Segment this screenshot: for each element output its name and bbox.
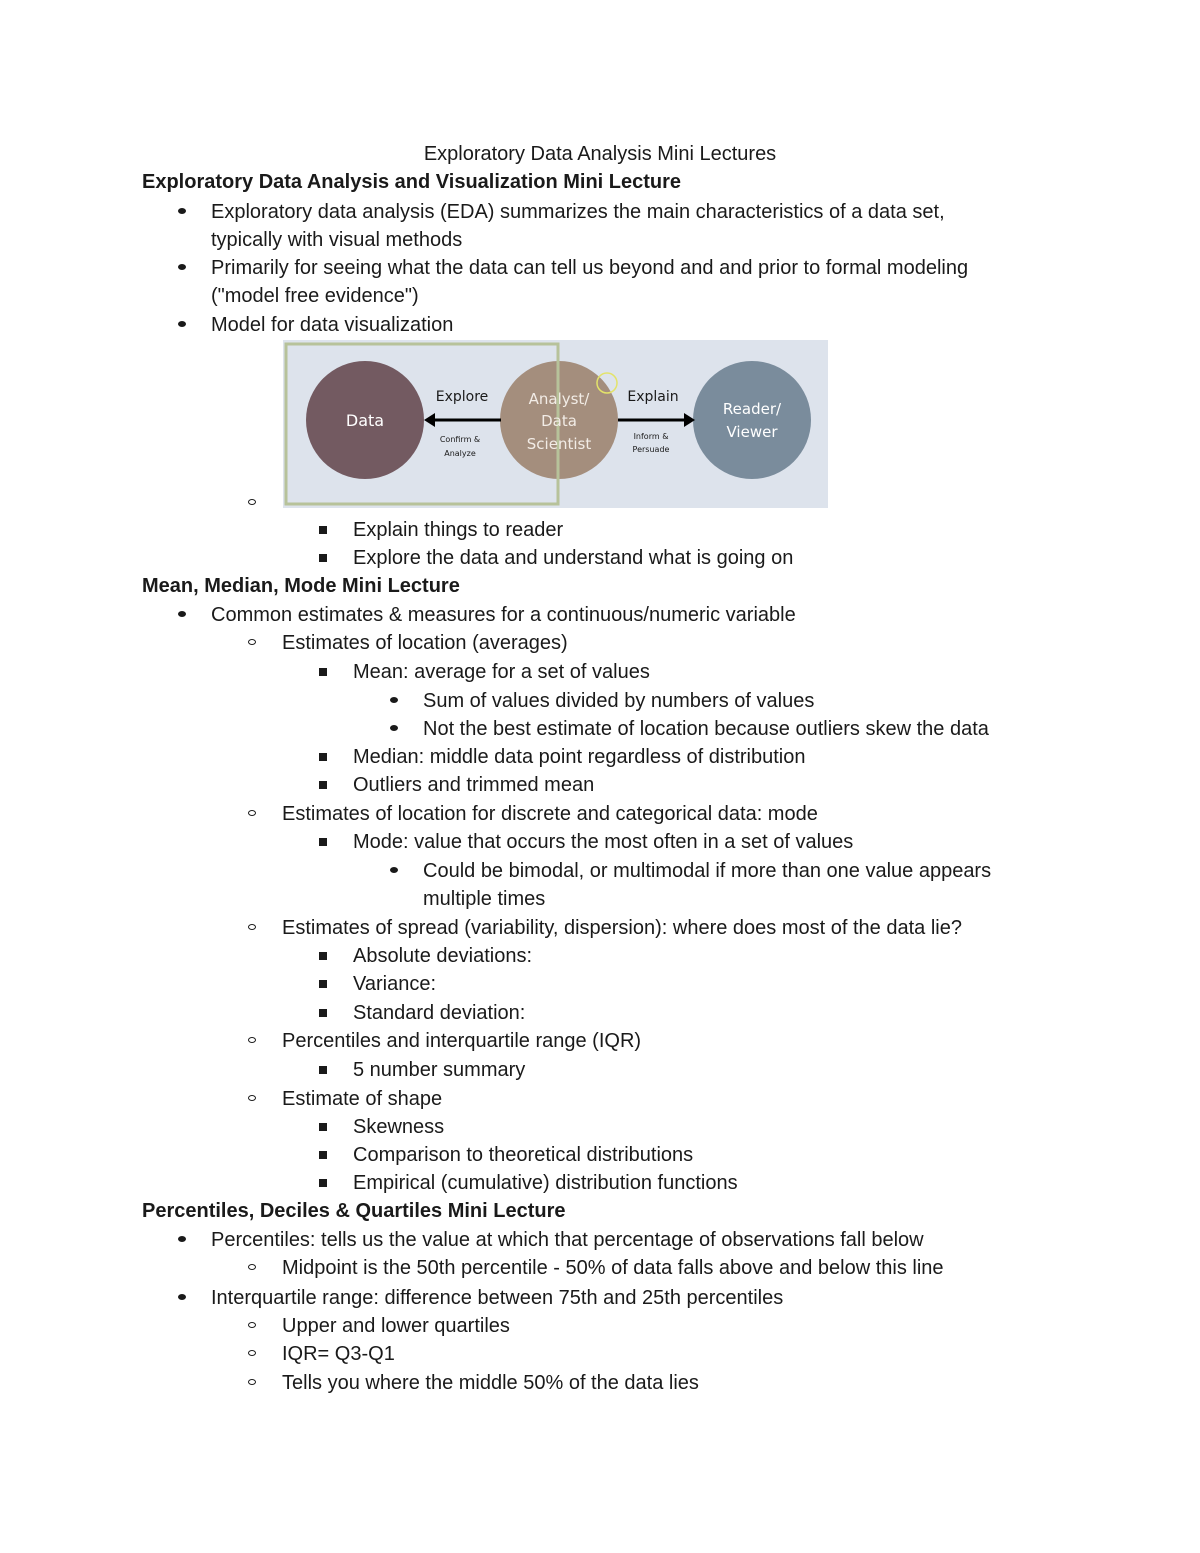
list-item: Sum of values divided by numbers of values — [423, 690, 815, 712]
analyst-label-3: Scientist — [526, 435, 592, 453]
disc-bullet — [390, 725, 398, 731]
square-bullet — [319, 1009, 327, 1017]
section-heading-eda: Exploratory Data Analysis and Visualization Mini Lecture — [142, 171, 682, 193]
disc-bullet — [178, 1294, 186, 1300]
square-bullet — [319, 838, 327, 846]
disc-bullet — [390, 697, 398, 703]
square-bullet — [319, 1151, 327, 1159]
circle-bullet — [248, 924, 256, 930]
square-bullet — [319, 526, 327, 534]
disc-bullet — [390, 867, 398, 873]
list-item: Outliers and trimmed mean — [353, 774, 595, 796]
list-item: Percentiles and interquartile range (IQR) — [282, 1030, 642, 1052]
list-item: Model for data visualization — [211, 314, 454, 336]
list-item: Comparison to theoretical distributions — [353, 1144, 694, 1166]
disc-bullet — [178, 1236, 186, 1242]
square-bullet — [319, 753, 327, 761]
list-item: Skewness — [353, 1116, 445, 1138]
square-bullet — [319, 952, 327, 960]
square-bullet — [319, 1179, 327, 1187]
list-item: Absolute deviations: — [353, 945, 533, 967]
list-item: Upper and lower quartiles — [282, 1315, 510, 1337]
document-title: Exploratory Data Analysis Mini Lectures — [423, 143, 777, 165]
list-item-continued: typically with visual methods — [211, 229, 463, 251]
circle-bullet — [248, 1037, 256, 1043]
list-item: Primarily for seeing what the data can tell us beyond and and prior to formal modeling — [211, 257, 969, 279]
square-bullet — [319, 1123, 327, 1131]
circle-bullet — [248, 1095, 256, 1101]
list-item: Tells you where the middle 50% of the data lies — [282, 1372, 699, 1394]
list-item: Midpoint is the 50th percentile - 50% of data falls above and below this line — [282, 1257, 944, 1279]
data-visualization-model-diagram — [283, 340, 828, 508]
list-item: Explore the data and understand what is going on — [353, 547, 794, 569]
list-item: Not the best estimate of location because outliers skew the data — [423, 718, 989, 740]
analyst-label-2: Data — [541, 412, 577, 430]
analyst-label-1: Analyst/ — [528, 390, 590, 408]
list-item: Standard deviation: — [353, 1002, 526, 1024]
list-item: Estimate of shape — [282, 1088, 443, 1110]
list-item: Estimates of location (averages) — [282, 632, 568, 654]
list-item: Could be bimodal, or multimodal if more than one value appears — [423, 860, 992, 882]
list-item: Mean: average for a set of values — [353, 661, 650, 683]
circle-bullet — [248, 1350, 256, 1356]
circle-bullet — [248, 1379, 256, 1385]
square-bullet — [319, 781, 327, 789]
reader-label-1: Reader/ — [722, 400, 782, 418]
list-item: Variance: — [353, 973, 437, 995]
list-item-continued: multiple times — [423, 888, 546, 910]
circle-bullet — [248, 810, 256, 816]
square-bullet — [319, 980, 327, 988]
circle-bullet — [248, 1322, 256, 1328]
reader-label-2: Viewer — [726, 423, 778, 441]
list-item: Empirical (cumulative) distribution functions — [353, 1172, 738, 1194]
reader-circle — [693, 361, 811, 479]
section-heading-percentiles: Percentiles, Deciles & Quartiles Mini Lecture — [142, 1200, 566, 1222]
explain-sub-2: Persuade — [632, 445, 670, 454]
section-heading-mean-median-mode: Mean, Median, Mode Mini Lecture — [142, 575, 460, 597]
circle-bullet — [248, 499, 256, 505]
circle-bullet — [248, 639, 256, 645]
disc-bullet — [178, 321, 186, 327]
square-bullet — [319, 668, 327, 676]
circle-bullet — [248, 1264, 256, 1270]
explain-sub-1: Inform & — [633, 432, 669, 441]
list-item: Estimates of location for discrete and categorical data: mode — [282, 803, 818, 825]
disc-bullet — [178, 264, 186, 270]
list-item: Estimates of spread (variability, dispersion): where does most of the data lie? — [282, 917, 962, 939]
list-item: Explain things to reader — [353, 519, 564, 541]
disc-bullet — [178, 611, 186, 617]
explore-sub-2: Analyze — [444, 449, 476, 458]
list-item: Median: middle data point regardless of distribution — [353, 746, 806, 768]
explore-arrowhead-icon — [424, 413, 435, 427]
square-bullet — [319, 1066, 327, 1074]
list-item: Percentiles: tells us the value at which that percentage of observations fall below — [211, 1229, 924, 1251]
list-item: Exploratory data analysis (EDA) summarizes the main characteristics of a data set, — [211, 201, 945, 223]
list-item-continued: ("model free evidence") — [211, 285, 419, 307]
disc-bullet — [178, 208, 186, 214]
explain-label: Explain — [627, 389, 679, 405]
explore-sub-1: Confirm & — [439, 435, 481, 444]
data-label: Data — [345, 411, 385, 430]
square-bullet — [319, 554, 327, 562]
list-item: 5 number summary — [353, 1059, 526, 1081]
explore-label: Explore — [435, 389, 489, 405]
list-item: IQR= Q3-Q1 — [282, 1343, 395, 1365]
list-item: Interquartile range: difference between 75th and 25th percentiles — [211, 1287, 784, 1309]
list-item: Common estimates & measures for a continuous/numeric variable — [211, 604, 796, 626]
list-item: Mode: value that occurs the most often in a set of values — [353, 831, 854, 853]
